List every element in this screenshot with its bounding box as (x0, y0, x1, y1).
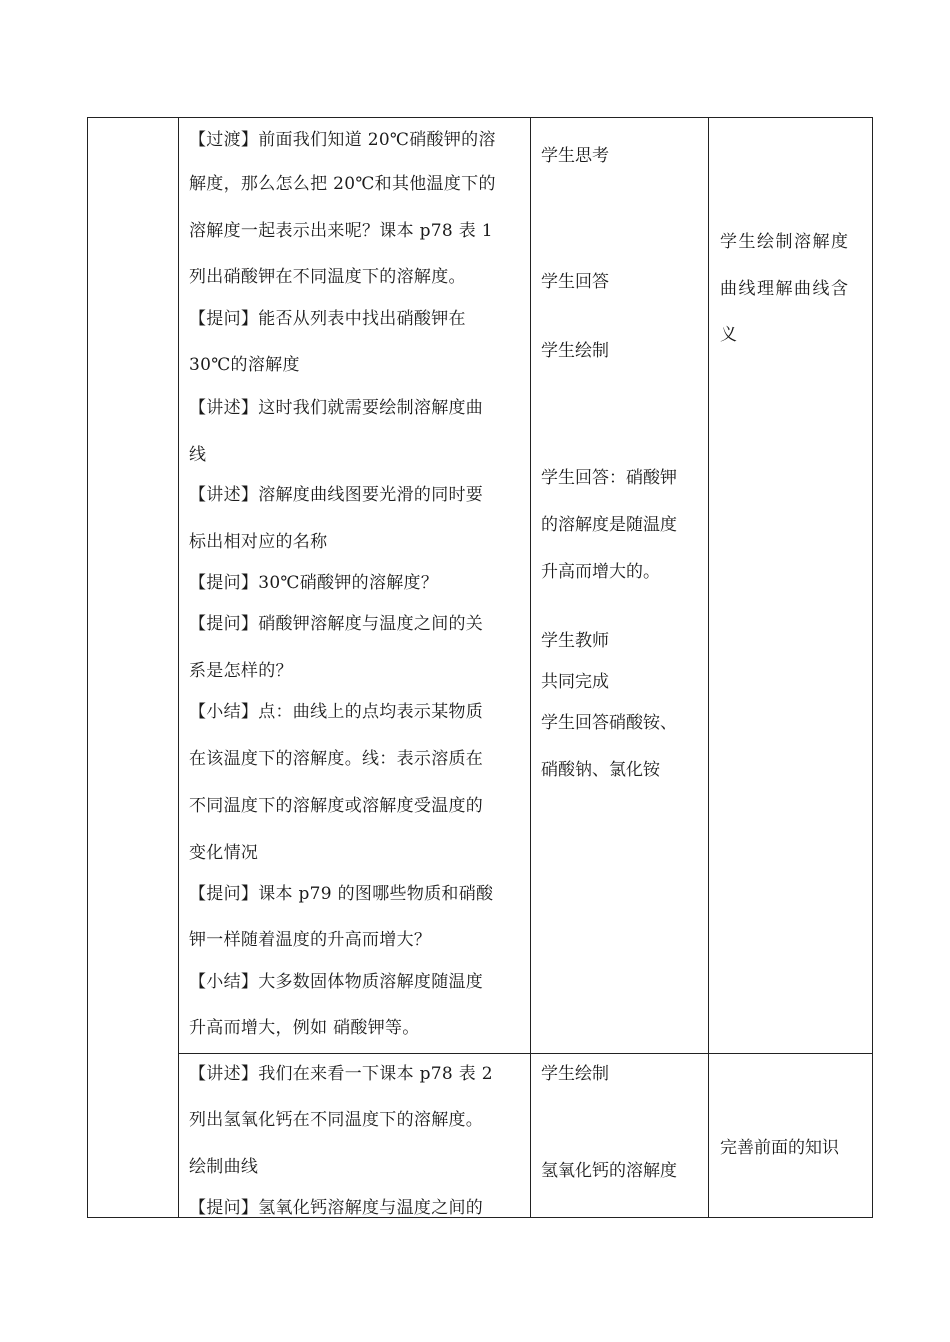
student-line: 学生教师 (541, 631, 609, 651)
teacher-line: 变化情况 (189, 843, 259, 863)
col-divider-0 (87, 117, 88, 1218)
teacher-line: 列出硝酸钾在不同温度下的溶解度。 (189, 267, 466, 287)
teacher-line: 【小结】大多数固体物质溶解度随温度 (189, 972, 484, 992)
teacher-line: 【讲述】这时我们就需要绘制溶解度曲 (189, 398, 484, 418)
teacher-line: 【提问】能否从列表中找出硝酸钾在 (189, 309, 466, 329)
teacher-line: 在该温度下的溶解度。线：表示溶质在 (189, 749, 484, 769)
teacher-line: 【提问】30℃硝酸钾的溶解度？ (189, 573, 439, 593)
col-divider-1 (178, 117, 179, 1218)
row1-student-cell (541, 117, 703, 1053)
student-line: 共同完成 (541, 672, 609, 692)
teacher-line: 【小结】点：曲线上的点均表示某物质 (189, 702, 484, 722)
teacher-line: 【提问】氢氧化钙溶解度与温度之间的 (189, 1198, 484, 1218)
student-line: 学生回答 (541, 272, 609, 292)
teacher-line: 标出相对应的名称 (189, 532, 328, 552)
teacher-line: 列出氢氧化钙在不同温度下的溶解度。 (189, 1110, 484, 1130)
row1-teacher-cell (189, 117, 525, 1053)
student-line: 学生回答：硝酸钾 (541, 468, 677, 488)
teacher-line: 【过渡】前面我们知道 20℃硝酸钾的溶 (189, 130, 496, 150)
intent-line: 义 (720, 325, 737, 345)
row1-intent-cell (720, 117, 868, 1053)
student-line: 学生绘制 (541, 341, 609, 361)
teacher-line: 【讲述】我们在来看一下课本 p78 表 2 (189, 1064, 493, 1084)
student-line: 氢氧化钙的溶解度 (541, 1161, 677, 1181)
row2-intent-cell (720, 1053, 868, 1217)
teacher-line: 不同温度下的溶解度或溶解度受温度的 (189, 796, 484, 816)
intent-line: 学生绘制溶解度 (720, 232, 850, 252)
teacher-line: 升高而增大，例如 硝酸钾等。 (189, 1018, 420, 1038)
col-divider-4 (872, 117, 873, 1218)
student-line: 的溶解度是随温度 (541, 515, 677, 535)
intent-line: 完善前面的知识 (720, 1138, 839, 1158)
intent-line: 曲线理解曲线含 (720, 279, 850, 299)
teacher-line: 系是怎样的？ (189, 661, 293, 681)
teacher-line: 【讲述】溶解度曲线图要光滑的同时要 (189, 485, 484, 505)
student-line: 学生回答硝酸铵、 (541, 713, 677, 733)
student-line: 学生思考 (541, 146, 609, 166)
teacher-line: 绘制曲线 (189, 1157, 259, 1177)
teacher-line: 线 (189, 445, 207, 465)
teacher-line: 30℃的溶解度 (189, 355, 300, 375)
teacher-line: 【提问】课本 p79 的图哪些物质和硝酸 (189, 884, 494, 904)
col-divider-2 (530, 117, 531, 1218)
student-line: 升高而增大的。 (541, 562, 660, 582)
teacher-line: 钾一样随着温度的升高而增大？ (189, 930, 432, 950)
row2-teacher-cell (189, 1053, 525, 1217)
col-divider-3 (708, 117, 709, 1218)
teacher-line: 【提问】硝酸钾溶解度与温度之间的关 (189, 614, 484, 634)
student-line: 硝酸钠、氯化铵 (541, 760, 660, 780)
teacher-line: 溶解度一起表示出来呢？课本 p78 表 1 (189, 221, 493, 241)
row2-student-cell (541, 1053, 703, 1217)
teacher-line: 解度，那么怎么把 20℃和其他温度下的 (189, 174, 496, 194)
student-line: 学生绘制 (541, 1064, 609, 1084)
